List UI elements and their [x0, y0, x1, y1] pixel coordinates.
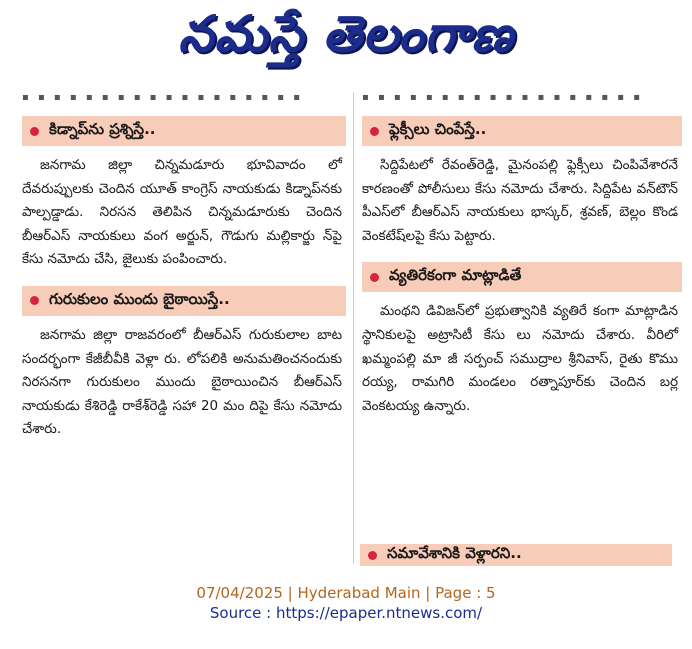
column-divider	[353, 92, 354, 564]
article-heading-gurukulam	[22, 286, 346, 316]
right-column	[362, 92, 682, 418]
source-link[interactable]: Source : https://epaper.ntnews.com/	[209, 604, 483, 622]
article-heading-flexi	[362, 116, 682, 146]
clipped-text-line: ▪ ▪ ▪ ▪ ▪ ▪ ▪ ▪ ▪ ▪ ▪ ▪ ▪ ▪ ▪ ▪ ▪ ▪	[362, 92, 644, 102]
bullet-icon	[30, 127, 39, 136]
article-body-gurukulam: జనగామ జిల్లా రాజవరంలో బీఆర్‌ఎస్‌ గురుకులాల బాట సందర్భంగా కేజీబీవీకి వెళ్లా రు. లోపలికి అనుమతించనందుకు నిరసనగా గురుకులం ముందు బైఠాయించిన బీఆర్‌ఎస్‌ నాయకుడు కేశిరెడ్డి రాకేశ్‌రెడ్డి సహా 20 మం దిపై కేసు నమోదు చేశారు.	[22, 326, 342, 438]
left-column	[22, 92, 346, 442]
edition-info: 07/04/2025 | Hyderabad Main | Page : 5	[196, 584, 496, 602]
article-heading-meeting	[360, 544, 672, 566]
bullet-icon	[370, 127, 379, 136]
heading-text: వ్యతిరేకంగా మాట్లాడితే	[389, 266, 522, 285]
heading-text: సమావేశానికి వెళ్లారని..	[387, 544, 522, 562]
newspaper-masthead	[0, 0, 692, 78]
article-heading-kidnap	[22, 116, 346, 146]
article-body-flexi: సిద్దిపేటలో రేవంత్‌రెడ్డి, మైనంపల్లి ఫ్లెక్సీలు చింపివేశారనే కారణంతో పోలీసులు కేసు నమోదు చేశారు. సిద్దిపేట వన్‌టౌన్‌ పీఎస్‌లో బీఆర్‌ఎస్‌ నాయకులు భాస్కర్‌, శ్రవణ్‌, బెల్లం కొండ వెంకటేష్‌లపై కేసు పెట్టారు.	[362, 157, 678, 244]
article-body-against-govt: మంథని డివిజన్‌లో ప్రభుత్వానికి వ్యతిరే కంగా మాట్లాడిన స్థానికులపై అట్రాసిటీ కేసు లు నమోదు చేశారు. వీరిలో ఖమ్మంపల్లి మా జీ సర్పంచ్‌ సముద్రాల శ్రీనివాస్‌, రైతు కొము రయ్య, రామగిరి మండలం రత్నాపూర్‌కు చెందిన బర్ల వెంకటయ్య ఉన్నారు.	[362, 303, 678, 414]
article-heading-against-govt	[362, 262, 682, 292]
heading-text: కిడ్నాప్‌ను ప్రశ్నిస్తే..	[49, 120, 156, 138]
clipped-text-line: ▪ ▪ ▪ ▪ ▪ ▪ ▪ ▪ ▪ ▪ ▪ ▪ ▪ ▪ ▪ ▪ ▪ ▪	[22, 92, 304, 102]
bullet-icon	[368, 551, 377, 560]
bullet-icon	[370, 273, 379, 282]
masthead-logo: నమస్తే తెలంగాణ	[178, 4, 514, 63]
heading-text: ఫ్లెక్సీలు చింపేస్తే..	[389, 120, 487, 138]
heading-text: గురుకులం ముందు బైఠాయిస్తే..	[49, 289, 230, 308]
article-body-kidnap: జనగామ జిల్లా చిన్నమడూరు భూవివాదం లో దేవరుప్పులకు చెందిన యూత్‌ కాంగ్రెస్‌ నాయకుడు కిడ్నాప్‌నకు పాల్పడ్డాడు. నిరసన తెలిపిన చిన్నమడూరుకు చెందిన బీఆర్‌ఎస్‌ నాయకులు వంగ అర్జున్‌, గౌడుగు మల్లికార్జు న్‌పై కేసు నమోదు చేసి, జైలుకు పంపించారు.	[22, 157, 342, 268]
bullet-icon	[30, 296, 39, 305]
page-footer	[0, 584, 692, 622]
adjacent-column-sliver	[0, 80, 20, 567]
